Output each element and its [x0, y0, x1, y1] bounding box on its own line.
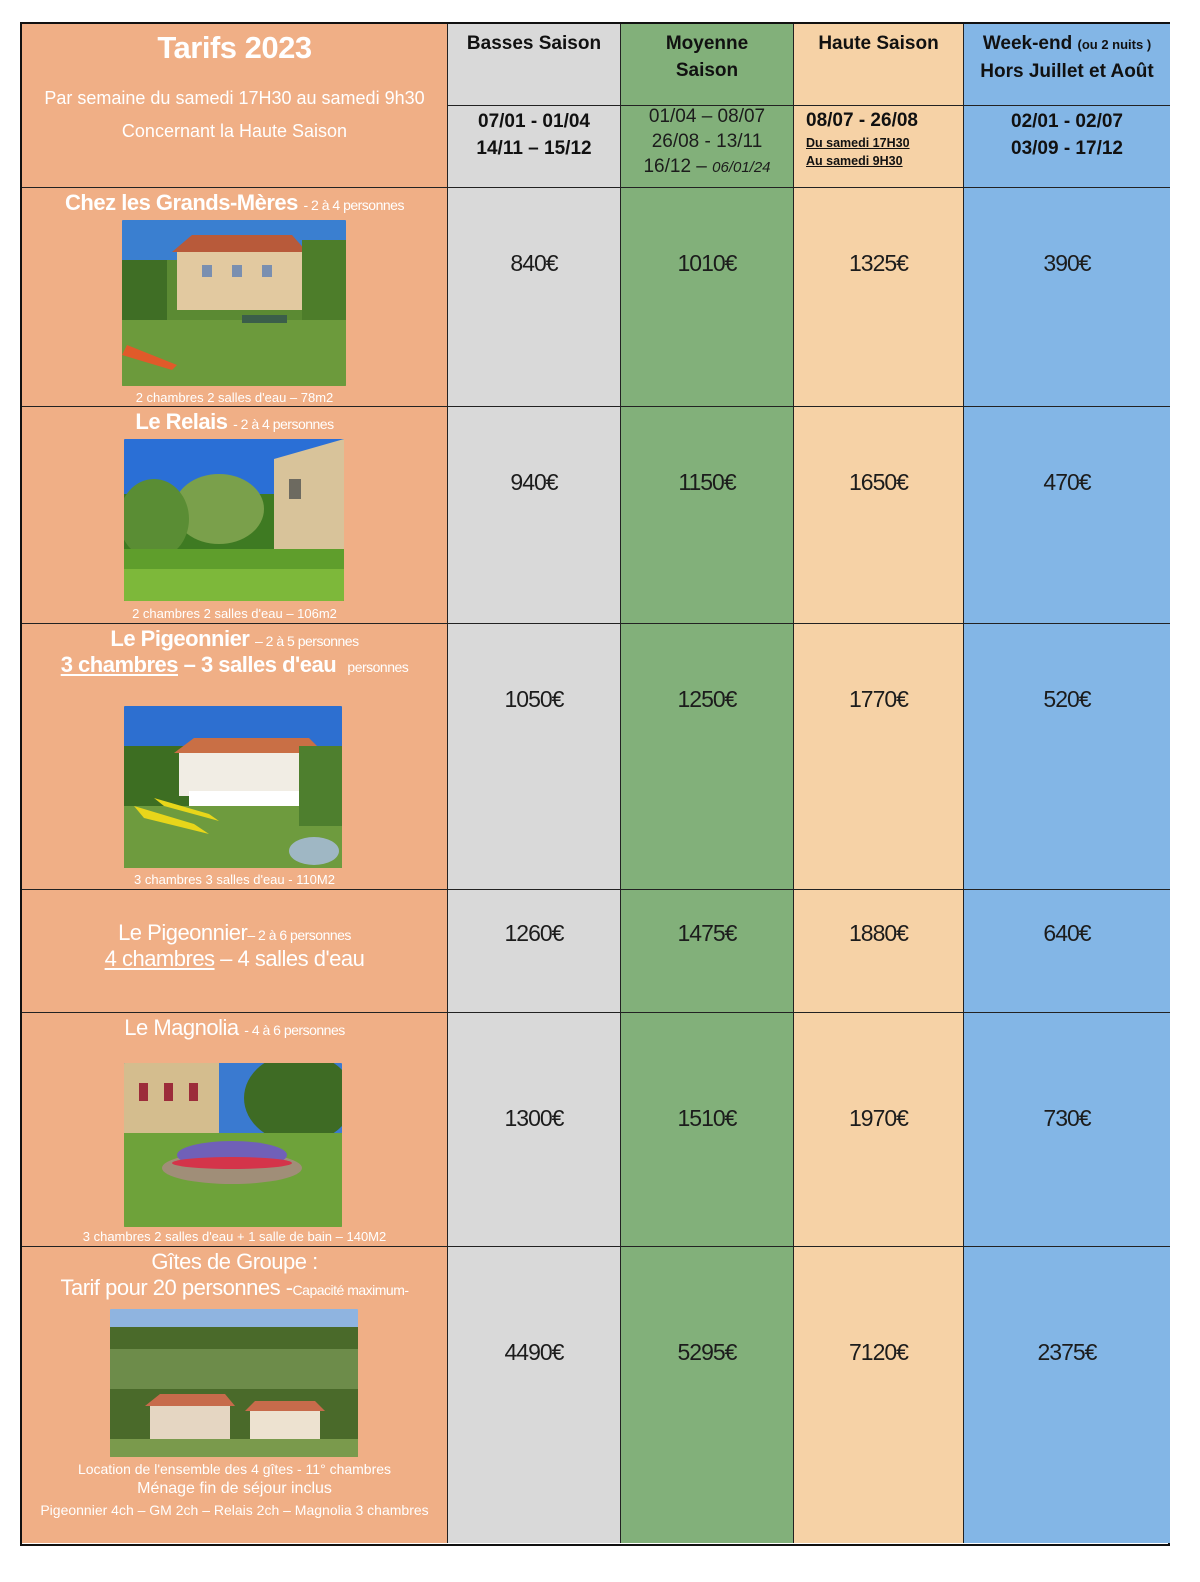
gite-name [22, 190, 447, 216]
date-range: 08/07 - 26/08 [806, 110, 918, 131]
gite-rooms-underlined: 3 chambres [60, 652, 178, 677]
gite-cell-groupe [22, 1247, 448, 1543]
gite-photo-relais [124, 439, 344, 601]
gite-cell-relais [22, 407, 448, 624]
price-value: 1260€ [504, 920, 564, 946]
season-dates [806, 108, 918, 170]
gite-cell-magnolia [22, 1013, 448, 1247]
gite-caption: 3 chambres 3 salles d'eau - 110M2 [134, 872, 335, 887]
gite-photo-groupe [110, 1309, 358, 1457]
date-range-italic: 06/01/24 [712, 159, 771, 176]
date-note: Au samedi 9H30 [806, 154, 903, 168]
gite-caption: Ménage fin de séjour inclus [137, 1480, 332, 1497]
gite-name-text: Le Pigeonnier [118, 920, 248, 945]
season-dates [621, 104, 793, 180]
price-value: 640€ [1043, 920, 1091, 946]
price-cell-high [794, 407, 964, 624]
price-cell-low [448, 188, 621, 407]
season-label-small: (ou 2 nuits ) [1077, 37, 1152, 52]
season-dates [448, 108, 620, 162]
header-basses-saison [448, 24, 621, 188]
season-label-main: Week-end [982, 33, 1078, 54]
price-value: 1880€ [849, 920, 908, 946]
gite-capacity: – 2 à 5 personnes [255, 633, 359, 649]
gite-name-text: Le Relais [135, 409, 228, 434]
price-value: 1970€ [849, 1105, 908, 1131]
gite-rooms-small: personnes [347, 659, 409, 675]
gite-rooms [22, 652, 447, 678]
gite-caption: Location de l'ensemble des 4 gîtes - 11° chambres [77, 1461, 392, 1477]
gite-rooms-underlined: 4 chambres [104, 946, 215, 971]
gite-name [22, 1015, 447, 1041]
price-value: 1650€ [849, 469, 908, 495]
gite-cell-pigeonnier-3ch [22, 624, 448, 890]
gite-caption: 2 chambres 2 salles d'eau – 78m2 [135, 390, 334, 405]
gite-group-rate-main: Tarif pour 20 personnes - [60, 1275, 293, 1300]
gite-name [22, 920, 447, 946]
gite-caption: 2 chambres 2 salles d'eau – 106m2 [132, 606, 337, 621]
season-label-line: Hors Juillet et Août [980, 61, 1154, 82]
season-label: Haute Saison [818, 33, 939, 54]
price-cell-weekend [964, 1013, 1170, 1247]
price-value: 1510€ [677, 1105, 737, 1131]
date-note: Du samedi 17H30 [806, 136, 910, 150]
price-value: 470€ [1043, 469, 1091, 495]
price-cell-weekend [964, 407, 1170, 624]
price-value: 7120€ [849, 1339, 908, 1365]
price-cell-high [794, 624, 964, 890]
price-cell-weekend [964, 188, 1170, 407]
price-cell-mid [621, 890, 794, 1013]
gite-capacity: - 4 à 6 personnes [244, 1022, 345, 1038]
price-cell-mid [621, 188, 794, 407]
price-value: 2375€ [1037, 1339, 1097, 1365]
gite-cell-grands-meres [22, 188, 448, 407]
divider [964, 105, 1170, 106]
price-cell-low [448, 1247, 621, 1543]
gite-caption: Pigeonnier 4ch – GM 2ch – Relais 2ch – Magnolia 3 chambres [40, 1502, 429, 1518]
gite-name [22, 409, 447, 435]
price-cell-mid [621, 1013, 794, 1247]
price-value: 5295€ [677, 1339, 737, 1365]
price-cell-low [448, 407, 621, 624]
season-label [964, 30, 1170, 85]
date-range [621, 154, 793, 180]
header-moyenne-saison [621, 24, 794, 188]
date-range-main: 16/12 – [643, 156, 713, 177]
gite-name: Gîtes de Groupe : [151, 1249, 318, 1274]
gite-capacity: - 2 à 4 personnes [303, 197, 404, 213]
price-value: 520€ [1043, 686, 1091, 712]
price-cell-high [794, 188, 964, 407]
price-cell-mid [621, 1247, 794, 1543]
price-cell-low [448, 890, 621, 1013]
gite-rooms-rest: – 4 salles d'eau [214, 946, 365, 971]
gite-photo-magnolia [124, 1063, 342, 1227]
gite-rooms [22, 946, 447, 972]
price-cell-mid [621, 407, 794, 624]
gite-group-rate [22, 1275, 447, 1301]
header-haute-saison [794, 24, 964, 188]
price-cell-weekend [964, 890, 1170, 1013]
header-title-cell [22, 24, 448, 188]
date-range: 26/08 - 13/11 [651, 131, 763, 152]
season-label-line: Moyenne [665, 33, 749, 54]
price-value: 390€ [1043, 250, 1091, 276]
price-cell-high [794, 1247, 964, 1543]
price-cell-high [794, 890, 964, 1013]
season-dates [964, 108, 1170, 162]
date-range: 02/01 - 02/07 [1011, 111, 1123, 132]
divider [448, 105, 620, 106]
gite-cell-pigeonnier-4ch [22, 890, 448, 1013]
price-value: 1300€ [504, 1105, 564, 1131]
pricing-table [20, 22, 1170, 1546]
price-cell-mid [621, 624, 794, 890]
gite-capacity: - 2 à 4 personnes [233, 416, 334, 432]
price-cell-weekend [964, 624, 1170, 890]
date-range: 07/01 - 01/04 [478, 111, 590, 132]
gite-name-text: Le Pigeonnier [110, 626, 250, 651]
gite-photo-pigeonnier-3ch [124, 706, 342, 868]
price-value: 1770€ [849, 686, 908, 712]
date-range: 01/04 – 08/07 [648, 106, 766, 127]
page-title: Tarifs 2023 [157, 30, 312, 65]
gite-capacity: – 2 à 6 personnes [247, 927, 351, 943]
gite-group-rate-small: Capacité maximum- [292, 1282, 409, 1298]
price-value: 1250€ [677, 686, 737, 712]
price-value: 840€ [510, 250, 558, 276]
date-range: 14/11 – 15/12 [476, 138, 592, 159]
price-cell-high [794, 1013, 964, 1247]
price-value: 1325€ [849, 250, 908, 276]
divider [794, 105, 963, 106]
price-value: 1050€ [504, 686, 564, 712]
header-week-end [964, 24, 1170, 188]
price-value: 730€ [1043, 1105, 1091, 1131]
date-range: 03/09 - 17/12 [1011, 138, 1123, 159]
price-value: 1150€ [678, 469, 736, 495]
price-cell-low [448, 624, 621, 890]
gite-photo-grands-meres [122, 220, 346, 386]
gite-name-text: Le Magnolia [124, 1015, 239, 1040]
gite-group-captions [22, 1461, 447, 1518]
price-value: 4490€ [504, 1339, 564, 1365]
gite-rooms-rest: – 3 salles d'eau [178, 652, 337, 677]
price-value: 1475€ [677, 920, 737, 946]
header-subtitle-haute: Concernant la Haute Saison [121, 121, 348, 141]
gite-name-text: Chez les Grands-Mères [65, 190, 298, 215]
price-value: 940€ [510, 469, 558, 495]
price-value: 1010€ [677, 250, 737, 276]
gite-caption: 3 chambres 2 salles d'eau + 1 salle de bain – 140M2 [82, 1229, 387, 1244]
price-cell-weekend [964, 1247, 1170, 1543]
header-subtitle-period: Par semaine du samedi 17H30 au samedi 9h30 [44, 88, 425, 108]
season-label: Basses Saison [466, 33, 602, 54]
gite-name [22, 626, 447, 652]
season-label [621, 30, 793, 84]
price-cell-low [448, 1013, 621, 1247]
season-label-line: Saison [675, 60, 739, 81]
season-label-line [964, 30, 1170, 58]
